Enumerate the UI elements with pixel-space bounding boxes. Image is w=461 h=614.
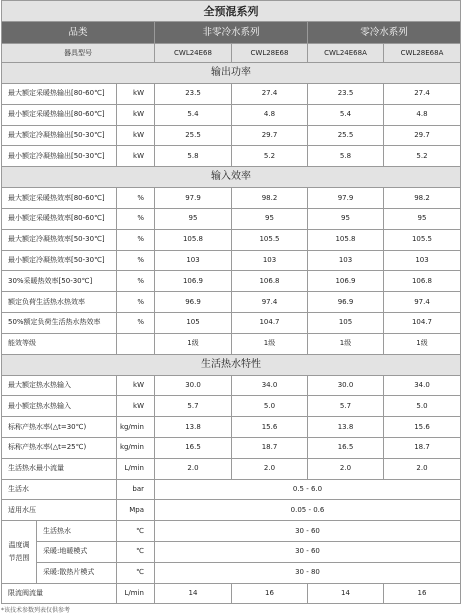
table-row (2, 292, 461, 313)
row-label: 适用水压 (2, 500, 117, 521)
table-row (2, 521, 461, 542)
row-value: 5.7 (308, 396, 384, 417)
row-value: 105 (155, 312, 232, 333)
row-value: 5.0 (232, 396, 308, 417)
row-value: 15.6 (384, 417, 461, 438)
model-name: CWL24E68A (308, 44, 384, 63)
row-value: 4.8 (232, 104, 308, 125)
category-header: 品类 (2, 22, 155, 44)
spec-table (1, 0, 461, 604)
row-label: 30%采暖热效率[50-30℃] (2, 271, 117, 292)
row-value: 1级 (155, 333, 232, 354)
row-value: 97.4 (232, 292, 308, 313)
row-value: 103 (155, 250, 232, 271)
row-value: 105.8 (308, 229, 384, 250)
section-title: 输出功率 (2, 63, 461, 84)
row-label: 采暖:地暖模式 (37, 541, 117, 562)
table-row (2, 312, 461, 333)
row-value: 2.0 (384, 458, 461, 479)
table-row (2, 417, 461, 438)
row-value: 103 (308, 250, 384, 271)
table-row (2, 541, 461, 562)
row-value: 16.5 (308, 437, 384, 458)
row-label: 50%额定负荷生活热水热效率 (2, 312, 117, 333)
row-value: 106.8 (384, 271, 461, 292)
row-unit: % (117, 188, 155, 209)
table-row (2, 208, 461, 229)
table-row (2, 583, 461, 604)
temp-range-label-line: 温度调 (8, 540, 30, 549)
table-row (2, 104, 461, 125)
row-unit: kW (117, 396, 155, 417)
row-unit: kW (117, 375, 155, 396)
row-label: 最小额定采暖热效率[80-60℃] (2, 208, 117, 229)
row-value: 30 - 60 (155, 521, 461, 542)
table-row (2, 562, 461, 583)
row-label: 额定负荷生活热水热效率 (2, 292, 117, 313)
row-value: 25.5 (155, 125, 232, 146)
row-value: 1级 (384, 333, 461, 354)
row-value: 25.5 (308, 125, 384, 146)
row-value: 105 (308, 312, 384, 333)
row-unit: L/min (117, 458, 155, 479)
row-value: 2.0 (155, 458, 232, 479)
row-label: 生活热水最小流量 (2, 458, 117, 479)
row-unit: kg/min (117, 437, 155, 458)
row-value: 23.5 (155, 84, 232, 105)
row-unit: % (117, 250, 155, 271)
row-value: 97.4 (384, 292, 461, 313)
row-value: 5.2 (232, 146, 308, 167)
table-row (2, 437, 461, 458)
series-a-header: 非零冷水系列 (155, 22, 308, 44)
series-b-header: 零冷水系列 (308, 22, 461, 44)
row-value: 30 - 80 (155, 562, 461, 583)
table-row (2, 229, 461, 250)
row-value: 14 (155, 583, 232, 604)
row-unit: % (117, 208, 155, 229)
row-value: 95 (155, 208, 232, 229)
row-unit: Mpa (117, 500, 155, 521)
row-value: 95 (384, 208, 461, 229)
row-unit: kW (117, 84, 155, 105)
row-value: 5.8 (308, 146, 384, 167)
row-label: 最大额定冷凝热效率[50-30℃] (2, 229, 117, 250)
section-title: 生活热水特性 (2, 354, 461, 375)
table-row (2, 396, 461, 417)
row-unit: kg/min (117, 417, 155, 438)
row-value: 27.4 (232, 84, 308, 105)
row-value: 34.0 (384, 375, 461, 396)
section-header-row (2, 63, 461, 84)
row-label: 能效等级 (2, 333, 117, 354)
temp-range-label (2, 521, 37, 583)
row-value: 16 (232, 583, 308, 604)
row-value: 16.5 (155, 437, 232, 458)
row-label: 限流阀流量 (2, 583, 117, 604)
row-value: 95 (308, 208, 384, 229)
row-label: 生活热水 (37, 521, 117, 542)
row-value: 1级 (232, 333, 308, 354)
row-value: 103 (384, 250, 461, 271)
table-row (2, 458, 461, 479)
row-unit (117, 333, 155, 354)
table-row (2, 84, 461, 105)
row-unit: kW (117, 104, 155, 125)
row-unit: ℃ (117, 541, 155, 562)
table-row (2, 479, 461, 500)
section-header-row (2, 167, 461, 188)
row-value: 29.7 (384, 125, 461, 146)
row-value: 2.0 (232, 458, 308, 479)
row-value: 105.5 (232, 229, 308, 250)
row-value: 106.8 (232, 271, 308, 292)
row-value: 29.7 (232, 125, 308, 146)
row-unit: kW (117, 125, 155, 146)
model-label: 器具型号 (2, 44, 155, 63)
row-value: 1级 (308, 333, 384, 354)
row-value: 14 (308, 583, 384, 604)
row-value: 4.8 (384, 104, 461, 125)
table-row (2, 333, 461, 354)
row-unit: % (117, 271, 155, 292)
row-label: 标称产热水率(△t=30℃) (2, 417, 117, 438)
table-row (2, 250, 461, 271)
table-row (2, 500, 461, 521)
table-row (2, 146, 461, 167)
row-value: 13.8 (308, 417, 384, 438)
row-value: 98.2 (232, 188, 308, 209)
row-unit: ℃ (117, 562, 155, 583)
row-unit: % (117, 229, 155, 250)
row-label: 最小额定热水热输入 (2, 396, 117, 417)
row-label: 标称产热水率(△t=25℃) (2, 437, 117, 458)
row-value: 2.0 (308, 458, 384, 479)
section-header-row (2, 354, 461, 375)
row-value: 23.5 (308, 84, 384, 105)
row-label: 最小额定冷凝热输出[50-30℃] (2, 146, 117, 167)
row-value: 95 (232, 208, 308, 229)
row-unit: kW (117, 146, 155, 167)
row-value: 0.05 - 0.6 (155, 500, 461, 521)
row-value: 18.7 (232, 437, 308, 458)
row-value: 5.8 (155, 146, 232, 167)
row-value: 5.0 (384, 396, 461, 417)
row-unit: bar (117, 479, 155, 500)
row-label: 最大额定采暖热效率[80-60℃] (2, 188, 117, 209)
footnote: *该技术参数列表仅供参考 (1, 607, 71, 614)
row-value: 103 (232, 250, 308, 271)
table-row (2, 125, 461, 146)
table-row (2, 188, 461, 209)
row-label: 最小额定采暖热输出[80-60℃] (2, 104, 117, 125)
row-label: 最大额定冷凝热输出[50-30℃] (2, 125, 117, 146)
row-value: 106.9 (308, 271, 384, 292)
row-value: 13.8 (155, 417, 232, 438)
table-row (2, 375, 461, 396)
temp-range-label-line: 节范围 (8, 553, 30, 562)
row-value: 104.7 (232, 312, 308, 333)
row-label: 生活水 (2, 479, 117, 500)
model-name: CWL24E68 (155, 44, 232, 63)
row-value: 106.9 (155, 271, 232, 292)
row-value: 15.6 (232, 417, 308, 438)
row-label: 最大额定热水热输入 (2, 375, 117, 396)
row-value: 5.4 (308, 104, 384, 125)
table-title: 全预混系列 (2, 1, 461, 22)
row-unit: % (117, 312, 155, 333)
row-value: 98.2 (384, 188, 461, 209)
row-value: 27.4 (384, 84, 461, 105)
row-label: 最小额定冷凝热效率[50-30℃] (2, 250, 117, 271)
row-value: 5.4 (155, 104, 232, 125)
row-value: 30 - 60 (155, 541, 461, 562)
row-unit: ℃ (117, 521, 155, 542)
row-value: 30.0 (308, 375, 384, 396)
row-value: 105.8 (155, 229, 232, 250)
row-value: 105.5 (384, 229, 461, 250)
row-value: 96.9 (308, 292, 384, 313)
section-title: 输入效率 (2, 167, 461, 188)
row-unit: % (117, 292, 155, 313)
row-value: 96.9 (155, 292, 232, 313)
model-name: CWL28E68 (232, 44, 308, 63)
row-value: 104.7 (384, 312, 461, 333)
row-label: 最大额定采暖热输出[80-60℃] (2, 84, 117, 105)
row-value: 18.7 (384, 437, 461, 458)
table-row (2, 271, 461, 292)
row-unit: L/min (117, 583, 155, 604)
row-value: 16 (384, 583, 461, 604)
row-value: 30.0 (155, 375, 232, 396)
row-label: 采暖:散热片模式 (37, 562, 117, 583)
row-value: 97.9 (308, 188, 384, 209)
row-value: 0.5 - 6.0 (155, 479, 461, 500)
row-value: 34.0 (232, 375, 308, 396)
row-value: 97.9 (155, 188, 232, 209)
row-value: 5.7 (155, 396, 232, 417)
row-value: 5.2 (384, 146, 461, 167)
model-name: CWL28E68A (384, 44, 461, 63)
